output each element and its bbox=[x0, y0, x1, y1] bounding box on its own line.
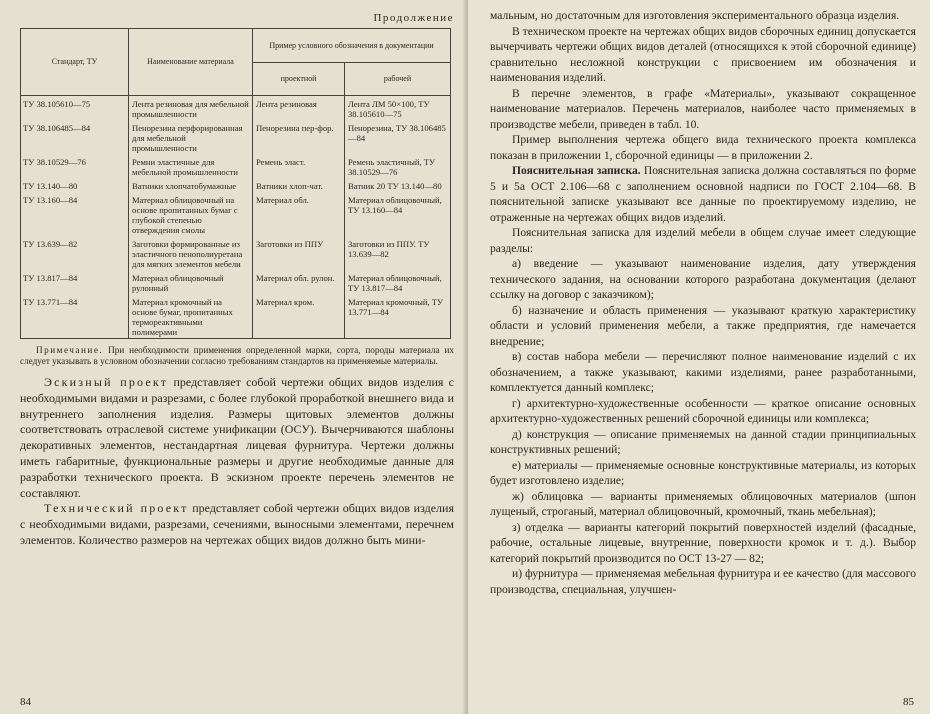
explanatory-note-text: Пояснительная записка должна составляться по форме 5 и 5а ОСТ 2.106—68 с заполнением основной надписи по ГОСТ 2.104—68. В пояснительной записке указывают все данные по проектируемому изделию, не отраженные на чертежах общих видов изделий. bbox=[490, 164, 916, 224]
cell-working: Ремень эластичный, ТУ 38.10529—76 bbox=[345, 154, 451, 178]
cell-design: Материал обл. bbox=[253, 192, 345, 236]
cell-material: Заготовки формированные из эластичного пенополиуретана для мягких элементов мебели bbox=[129, 236, 253, 270]
cell-design: Ватники хлоп-чат. bbox=[253, 178, 345, 192]
paragraph: Пояснительная записка для изделий мебели в общем случае имеет следующие разделы: bbox=[490, 226, 916, 255]
cell-material: Лента резиновая для мебельной промышленности bbox=[129, 96, 253, 121]
list-item: з) отделка — варианты категорий покрытий поверхностей изделий (фасадные, рабочие, остальные лицевые, внутренние, поверхности кромок и т. д.). Выбор категорий покрытий производится по ОСТ 13-27 — 82; bbox=[490, 520, 916, 565]
cell-standard: ТУ 13.817—84 bbox=[21, 270, 129, 294]
page-number-left: 84 bbox=[20, 696, 31, 708]
cell-working: Ватник 20 ТУ 13.140—80 bbox=[345, 178, 451, 192]
note-label: Примечание. bbox=[36, 345, 104, 355]
paragraph: В перечне элементов, в графе «Материалы», указывают сокращенное наименование материалов. Перечень материалов, наиболее часто применяемых в производстве мебели, приведен в табл. 10. bbox=[490, 86, 916, 131]
technical-project-text: представляет собой чертежи общих видов изделия с необходимыми видами, разрезами, сечениями, выносными элементами, перечнем элементов. Количество размеров на чертежах общих видов должно быть мини- bbox=[20, 501, 454, 547]
technical-project-paragraph bbox=[20, 501, 454, 548]
cell-standard: ТУ 13.140—80 bbox=[21, 178, 129, 192]
cell-material: Ремни эластичные для мебельной промышленности bbox=[129, 154, 253, 178]
page-number-right: 85 bbox=[903, 696, 914, 708]
cell-working: Материал кромочный, ТУ 13.771—84 bbox=[345, 294, 451, 339]
cell-design: Материал обл. рулон. bbox=[253, 270, 345, 294]
explanatory-note-heading: Пояснительная записка. bbox=[512, 164, 641, 177]
sketch-project-text: представляет собой чертежи общих видов изделия с необходимыми видами и разрезами, с более глубокой проработкой внешнего вида и внутреннего заполнения изделия. Размеры щитовых элементов должны соответствовать отраслевой системе унификации (ОСУ). Вычерчиваются шаблоны декоративных элементов, нестандартная лицевая фурнитура. Чертежи должны иметь габаритные, функциональные размеры и другие необходимые данные для разработки технического проекта. В эскизном проекте перечень элементов не составляют. bbox=[20, 375, 454, 500]
cell-standard: ТУ 38.105610—75 bbox=[21, 96, 129, 121]
cell-working: Пенорезина, ТУ 38.106485—84 bbox=[345, 120, 451, 154]
cell-standard: ТУ 38.106485—84 bbox=[21, 120, 129, 154]
cell-design: Заготовки из ППУ bbox=[253, 236, 345, 270]
cell-standard: ТУ 13.160—84 bbox=[21, 192, 129, 236]
header-standard: Стандарт, ТУ bbox=[21, 29, 129, 96]
cell-material: Материал облицовочный рулонный bbox=[129, 270, 253, 294]
table-row bbox=[21, 192, 451, 236]
list-item: е) материалы — применяемые основные конструктивные материалы, из которых будет изготовлено изделие; bbox=[490, 458, 916, 487]
cell-working: Материал облицовочный, ТУ 13.817—84 bbox=[345, 270, 451, 294]
header-example: Пример условного обозначения в документации bbox=[253, 29, 451, 63]
table-row bbox=[21, 294, 451, 339]
cell-design: Ремень эласт. bbox=[253, 154, 345, 178]
cell-standard: ТУ 13.771—84 bbox=[21, 294, 129, 339]
list-item: г) архитектурно-художественные особенности — краткое описание основных архитектурно-художественных решений сборочной единицы или комплекса; bbox=[490, 396, 916, 425]
continuation-label: Продолжение bbox=[373, 12, 454, 24]
cell-design: Материал кром. bbox=[253, 294, 345, 339]
list-item: а) введение — указывают наименование изделия, дату утверждения технического задания, на основании которого разработана документация (делают ссылку на договор с заказчиком); bbox=[490, 257, 916, 301]
cell-design: Пенорезина пер-фор. bbox=[253, 120, 345, 154]
cell-material: Материал кромочный на основе бумаг, пропитанных термореактивными полимерами bbox=[129, 294, 253, 339]
list-item: и) фурнитура — применяемая мебельная фурнитура и ее качество (для массового производства, специальная, улучшен- bbox=[490, 567, 916, 596]
cell-working: Заготовки из ППУ. ТУ 13.639—82 bbox=[345, 236, 451, 270]
header-design: проектной bbox=[253, 62, 345, 96]
sketch-project-lead: Эскизный проект bbox=[44, 375, 169, 389]
table-row bbox=[21, 120, 451, 154]
table-row bbox=[21, 154, 451, 178]
table-row bbox=[21, 178, 451, 192]
sketch-project-paragraph bbox=[20, 375, 454, 501]
header-working: рабочей bbox=[345, 62, 451, 96]
header-material: Наименование материала bbox=[129, 29, 253, 96]
technical-project-lead: Технический проект bbox=[44, 501, 189, 516]
paragraph: Пример выполнения чертежа общего вида технического проекта комплекса показан в приложении 1, сборочной единицы — в приложении 2. bbox=[490, 133, 916, 162]
right-page bbox=[468, 0, 930, 714]
cell-working: Материал облицовочный, ТУ 13.160—84 bbox=[345, 192, 451, 236]
table-row bbox=[21, 236, 451, 270]
list-item: д) конструкция — описание применяемых на данной стадии принципиальных конструктивных решений; bbox=[490, 427, 916, 456]
cell-standard: ТУ 13.639—82 bbox=[21, 236, 129, 270]
table-row bbox=[21, 270, 451, 294]
cell-material: Пенорезина перфорированная для мебельной промышленности bbox=[129, 120, 253, 154]
paragraph: мальным, но достаточным для изготовления экспериментального образца изделия. bbox=[490, 9, 900, 22]
materials-table bbox=[20, 28, 451, 339]
note-text: При необходимости применения определенной марки, сорта, породы материала их следует указывать в условном обозначении согласно требованиям стандартов на применяемые материалы. bbox=[20, 345, 454, 366]
table-note bbox=[20, 345, 454, 367]
cell-material: Материал облицовочный на основе пропитанных бумаг с глубокой степенью отверждения смолы bbox=[129, 192, 253, 236]
cell-design: Лента резиновая bbox=[253, 96, 345, 121]
list-item: б) назначение и область применения — указывают краткую характеристику области и условий применения мебели, а также предприятия, где намечается внедрение; bbox=[490, 303, 916, 348]
table-body bbox=[21, 96, 451, 339]
table-row bbox=[21, 96, 451, 121]
list-item: ж) облицовка — варианты применяемых облицовочных материалов (шпон лущеный, строганый, материал облицовочный, кромочный, ткань мебельная); bbox=[490, 489, 916, 518]
list-item: в) состав набора мебели — перечисляют полное наименование изделий с их обозначением, а также указывают, какими изделиями, ранее разработанными, комплектуется данный комплекс; bbox=[490, 350, 916, 394]
cell-standard: ТУ 38.10529—76 bbox=[21, 154, 129, 178]
paragraph: В техническом проекте на чертежах общих видов сборочных единиц допускается вычерчивать чертежи общих видов деталей (относящихся к этой сборочной единице) сравнительно несложной конструкции с присвоением им обозначения и наименования изделий. bbox=[490, 24, 916, 84]
cell-material: Ватники хлопчатобумажные bbox=[129, 178, 253, 192]
explanatory-note-paragraph bbox=[490, 163, 916, 225]
cell-working: Лента ЛМ 50×100, ТУ 38.105610—75 bbox=[345, 96, 451, 121]
